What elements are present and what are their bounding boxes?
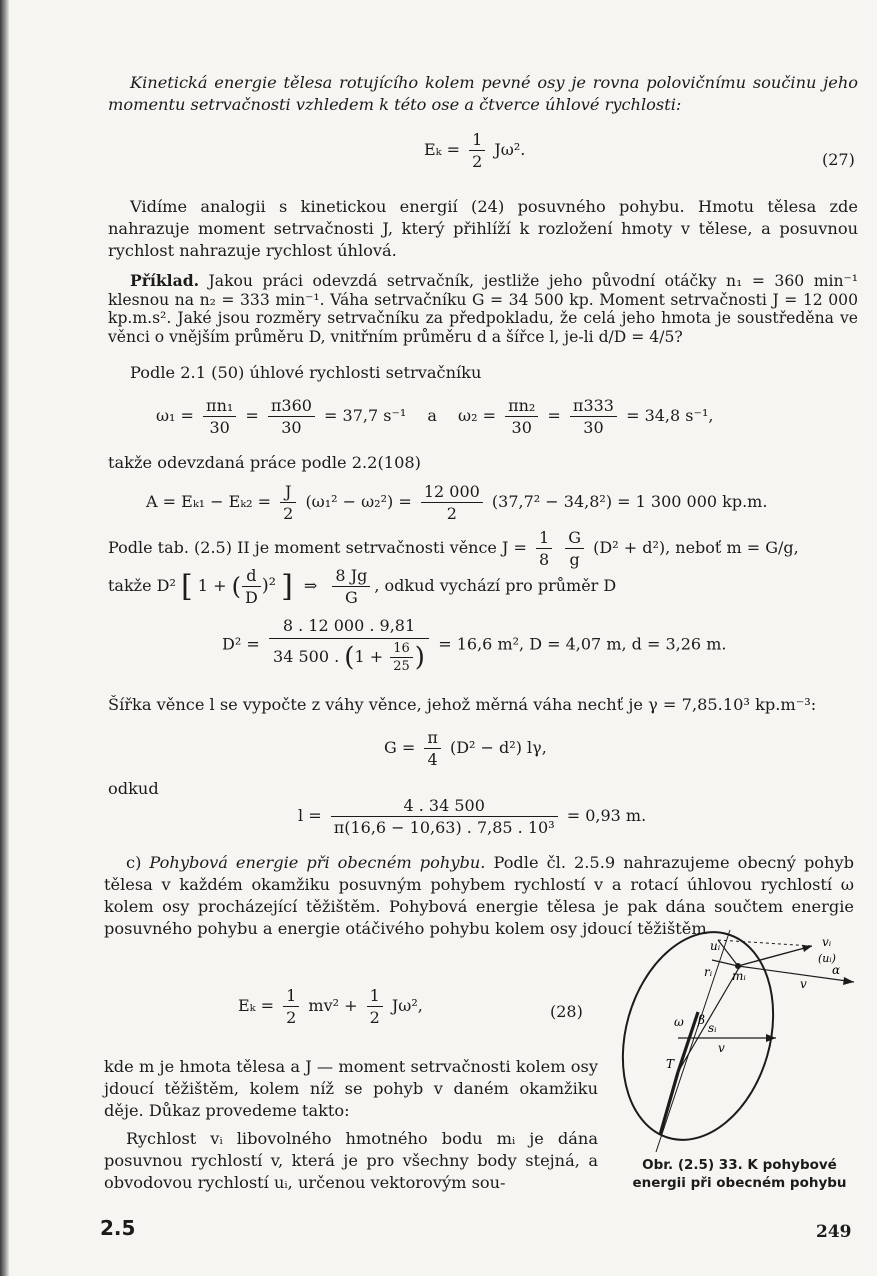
section-c-paragraph: c) Pohybová energie při obecném pohybu. Podle čl. 2.5.9 nahrazujeme obecný pohyb tělesa v každém okamžiku posuvným pohybem rychlostí v a rotací úhlovou rychlostí ω kolem osy procházející těžištěm. Pohybová energie tělesa je pak dána součtem energie posuvného pohybu a energie otáčivého pohybu kolem osy jdoucí těžištěm: [104, 853, 854, 938]
book-binding-shadow: [0, 0, 9, 1276]
caption-line-2: energii při obecném pohybu: [632, 1175, 847, 1191]
eq27-rhs: Jω².: [494, 140, 526, 159]
label-u: uᵢ: [710, 939, 721, 953]
eq27-lhs: Eₖ =: [424, 140, 461, 159]
label-beta: β: [698, 1013, 705, 1027]
equation-27: [424, 130, 525, 171]
eq27-fraction: $\frac{1}{2}$: [469, 130, 485, 171]
label-s: sᵢ: [708, 1021, 717, 1035]
equation-number-27: (27): [822, 150, 855, 169]
equation-number-28: (28): [550, 1002, 583, 1021]
diameter-fraction: 8 . 12 000 . 9,81 34 500 . (1 + $\frac{16}{25}$ ): [269, 616, 429, 674]
page-number: 249: [816, 1222, 852, 1242]
moment-of-inertia-line: Podle tab. (2.5) II je moment setrvačnosti věnce J = $\frac{1}{8}$ $\frac{G}{g}$ (D² + d²), neboť m = G/g,: [108, 528, 799, 569]
omega1-result: = 37,7 s⁻¹: [324, 406, 407, 425]
caption-line-1: Obr. (2.5) 33. K pohybové: [642, 1157, 837, 1173]
vi-vector: [738, 946, 812, 966]
label-r: rᵢ: [704, 965, 713, 979]
omega1-label: ω₁ =: [156, 406, 194, 425]
label-ui-paren: (uᵢ): [818, 952, 836, 965]
section-number: 2.5: [100, 1216, 136, 1240]
equation-28: Eₖ = $\frac{1}{2}$ mv² + $\frac{1}{2}$ Jω²,: [238, 986, 423, 1027]
whence-word: odkud: [108, 779, 159, 798]
theorem-statement: Kinetická energie tělesa rotujícího kolem pevné osy je rovna polovičnímu součinu jeho momentu setrvačnosti vzhledem k této ose a čtverce úhlové rychlosti:: [108, 73, 858, 114]
omega2-label: ω₂ =: [458, 406, 496, 425]
omega-intro: Podle 2.1 (50) úhlové rychlosti setrvačníku: [130, 363, 482, 382]
label-m: mᵢ: [732, 969, 746, 983]
example-paragraph: [108, 272, 858, 346]
analogy-paragraph: Vidíme analogii s kinetickou energií (24) posuvného pohybu. Hmotu tělesa zde nahrazuje moment setrvačnosti J, který přihlíží k rozložení hmoty v tělese, a posuvnou rychlost nahrazuje rychlost úhlová.: [108, 197, 858, 260]
section-c-title: Pohybová energie při obecném pohybu.: [149, 853, 486, 872]
label-vi: vᵢ: [822, 935, 832, 949]
omega2-result: = 34,8 s⁻¹,: [626, 406, 714, 425]
label-omega: ω: [674, 1015, 684, 1029]
example-label: Příklad.: [130, 271, 200, 290]
width-result: = 0,93 m.: [566, 806, 647, 825]
work-equation: A = Eₖ₁ − Eₖ₂ = $\frac{J}{2}$ (ω₁² − ω₂²) = $\frac{12 000}{2}$ (37,7² − 34,8²) = 1 300 000 kp.m.: [146, 482, 768, 523]
example-text: Jakou práci odevzdá setrvačník, jestliže jeho původní otáčky n₁ = 360 min⁻¹ klesnou na n₂ = 333 min⁻¹. Váha setrvačníku G = 34 500 kp. Moment setrvačnosti J = 12 000 kp.m.s². Jaké jsou rozměry setrvačníku za předpokladu, že celá jeho hmota je soustředěna ve věnci o vnějším průměru D, vnitřním průměru d a šířce l, je-li d/D = 4/5?: [108, 272, 858, 346]
s-vector: [678, 966, 740, 1072]
motion-energy-figure: [600, 920, 870, 1155]
omega-equations: ω₁ = $\frac{\text{πn₁}}{30}$ = $\frac{\pi 360}{30}$ = 37,7 s⁻¹ a ω₂ = $\frac{\text{πn₂}}{30}$ = $\frac{\pi 333}{30}$ = 34,8 s⁻¹,: [156, 396, 714, 437]
u-dashed: [718, 940, 812, 946]
axis-thick-lower: [660, 1072, 678, 1135]
after-eq28-paragraph: kde m je hmota tělesa a J — moment setrvačnosti kolem osy jdoucí těžištěm, kolem níž se pohyb v daném okamžiku děje. Důkaz provedeme takto:: [104, 1057, 598, 1120]
label-v-top: v: [800, 977, 807, 991]
weight-equation: G = $\frac{\pi}{4}$ (D² − d²) lγ,: [384, 728, 547, 769]
label-v-center: v: [718, 1041, 725, 1055]
diameter-result: = 16,6 m², D = 4,07 m, d = 3,26 m.: [438, 634, 727, 654]
figure-caption: [617, 1156, 862, 1192]
diameter-relation-line: takže D² [ 1 + ( $\frac{d}{D}$ )² ] ⇒ $\frac{8 Jg}{G}$ , odkud vychází pro průměr D: [108, 566, 617, 607]
label-T: T: [666, 1057, 675, 1071]
rim-width-text: Šířka věnce l se vypočte z váhy věnce, jehož měrná váha nechť je γ = 7,85.10³ kp.m⁻³:: [108, 695, 817, 714]
diameter-equation: D² = 8 . 12 000 . 9,81 34 500 . (1 + $\frac{16}{25}$ ) = 16,6 m², D = 4,07 m, d = 3,26 m.: [222, 616, 727, 674]
velocity-paragraph: Rychlost vᵢ libovolného hmotného bodu mᵢ je dána posuvnou rychlostí v, která je pro všechny body stejná, a obvodovou rychlostí uᵢ, určenou vektorovým sou-: [104, 1129, 598, 1192]
width-equation: l = $\frac{4 . 34 500}{\text{π(16,6 − 10,63) . 7,85 . 10³}}$ = 0,93 m.: [298, 796, 647, 837]
work-intro: takže odevzdaná práce podle 2.2(108): [108, 453, 422, 472]
label-alpha: α: [832, 963, 841, 977]
work-result: (37,7² − 34,8²) = 1 300 000 kp.m.: [491, 492, 768, 511]
